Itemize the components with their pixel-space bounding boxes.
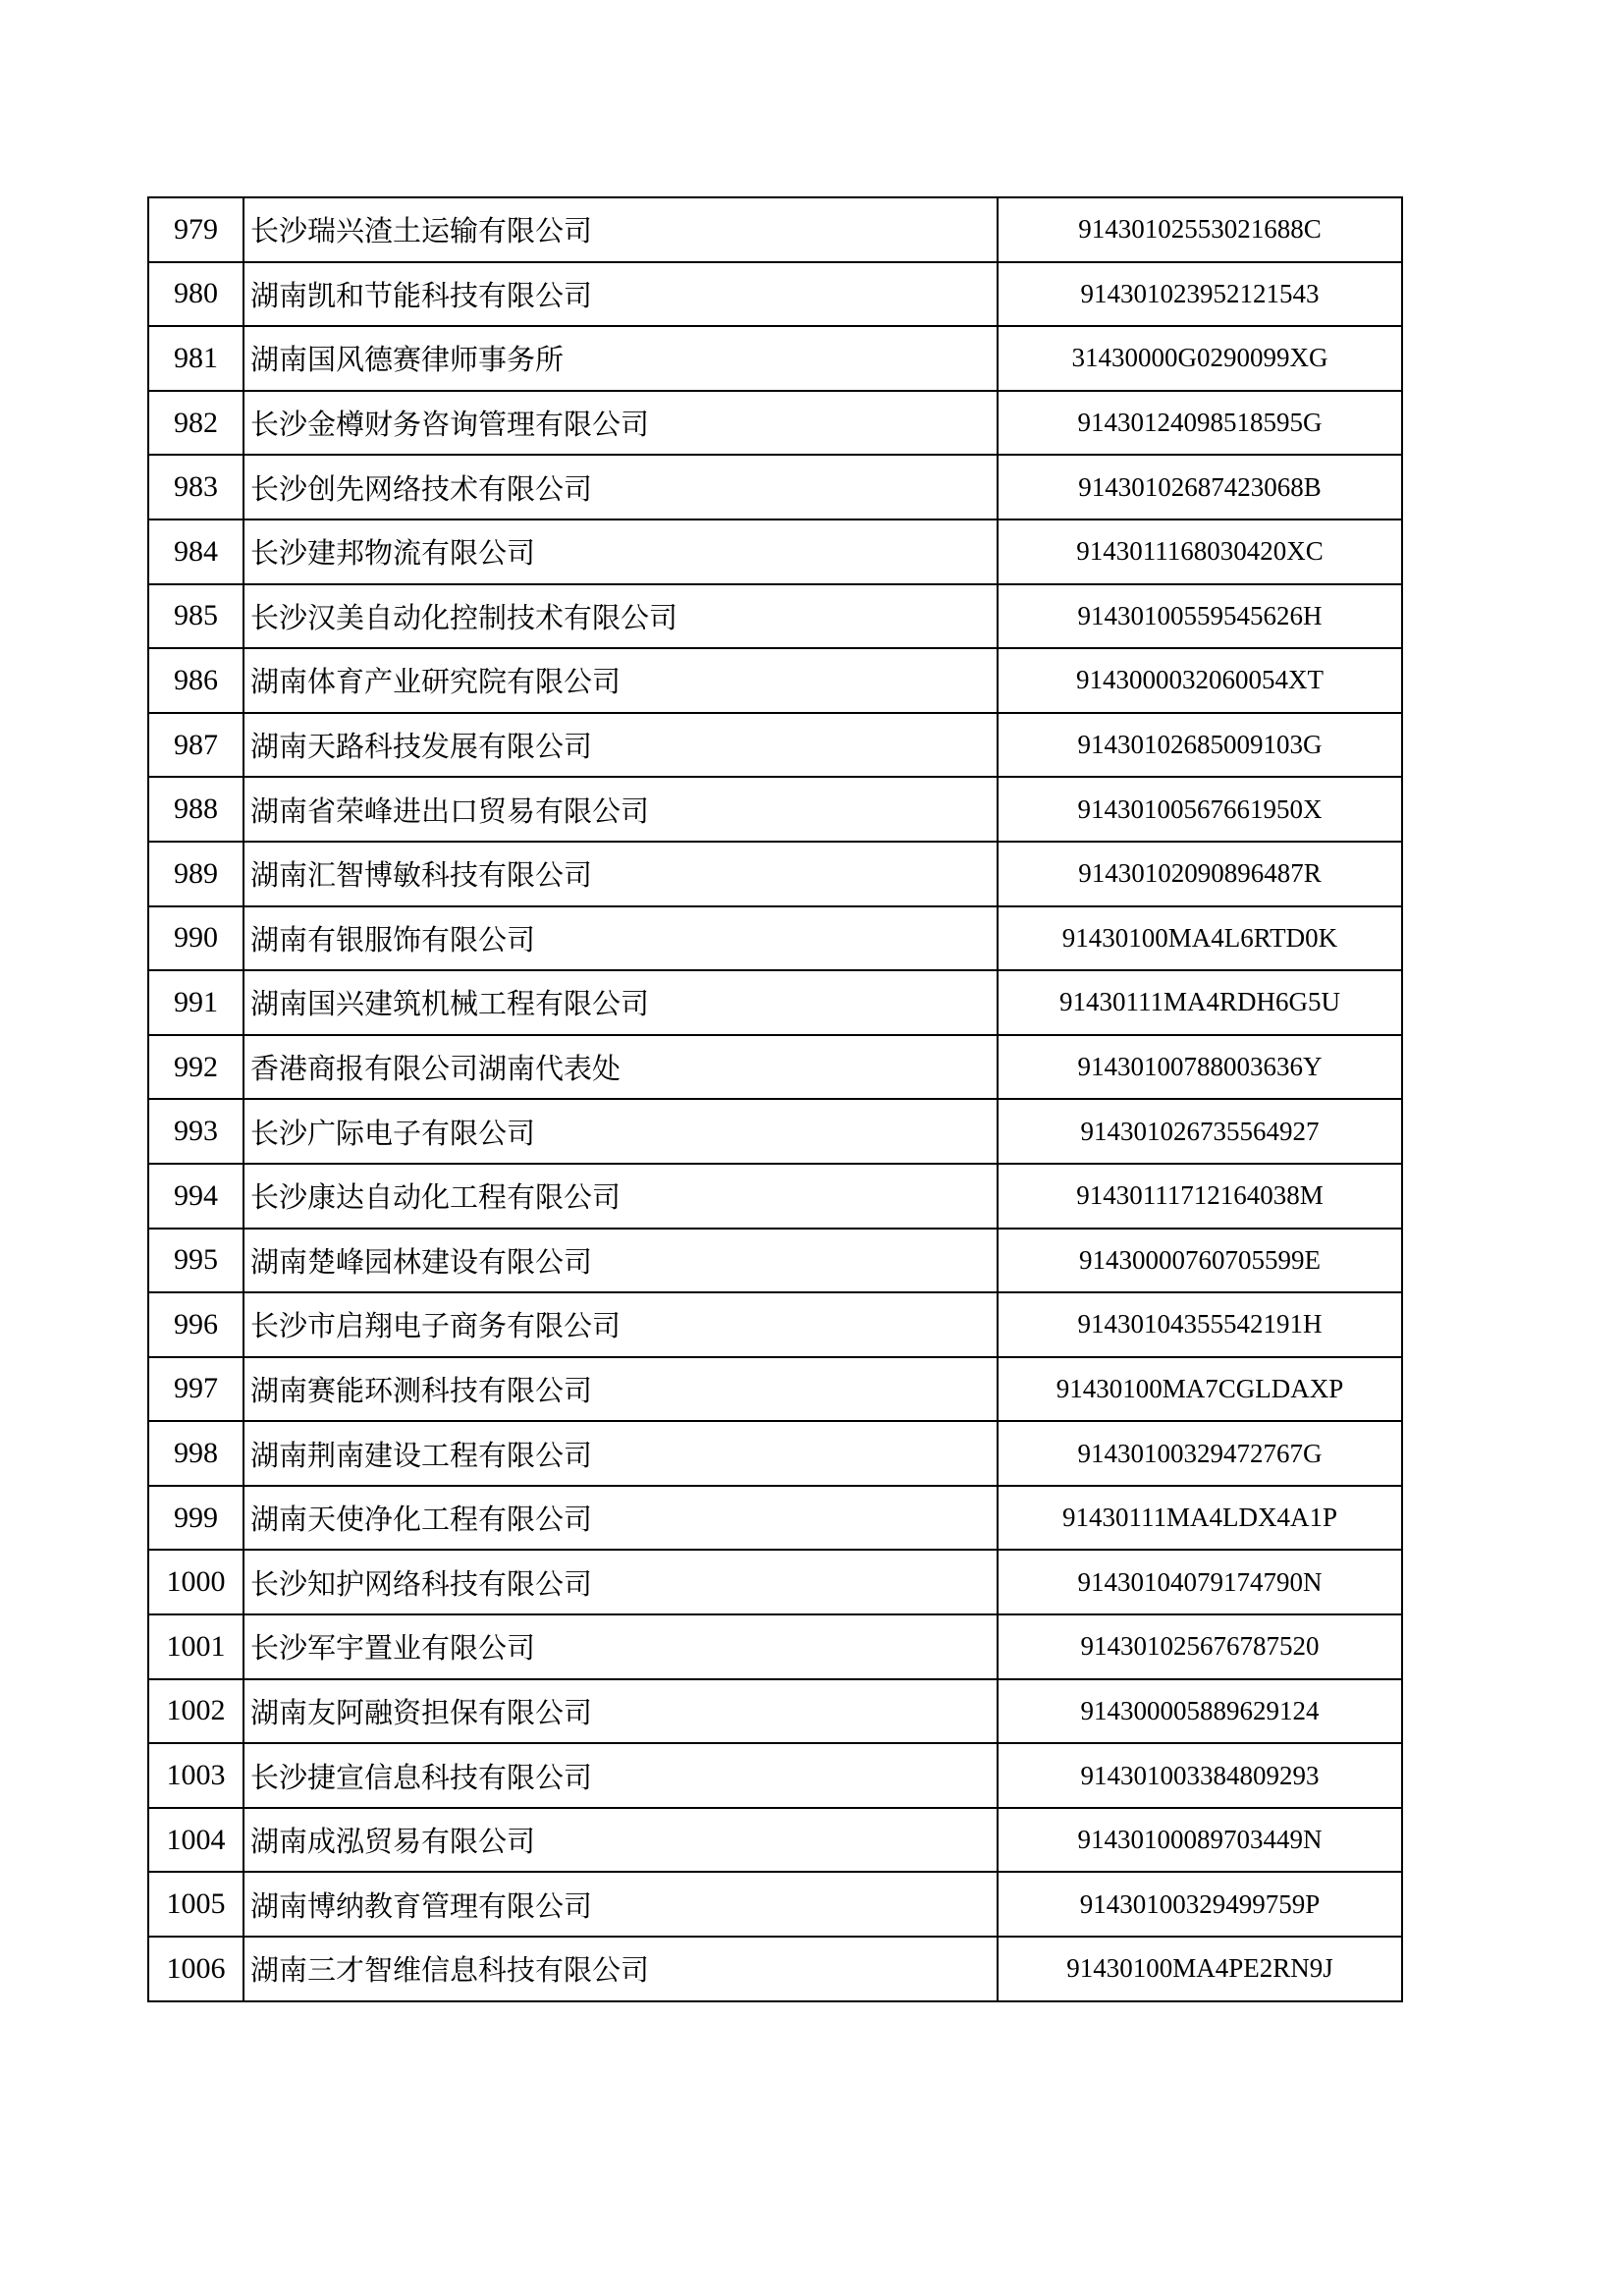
credit-code-cell: 9143000032060054XT <box>998 648 1402 713</box>
row-number-cell: 991 <box>148 970 243 1035</box>
credit-code-cell: 914301026735564927 <box>998 1099 1402 1164</box>
row-number-cell: 999 <box>148 1486 243 1551</box>
company-name-cell: 湖南天路科技发展有限公司 <box>243 713 998 778</box>
credit-code-cell: 91430102687423068B <box>998 455 1402 519</box>
row-number-cell: 997 <box>148 1357 243 1422</box>
table-row <box>148 1421 1402 1486</box>
credit-code-cell: 91430100329472767G <box>998 1421 1402 1486</box>
row-number-cell: 996 <box>148 1292 243 1357</box>
row-number-cell: 984 <box>148 519 243 584</box>
credit-code-cell: 31430000G0290099XG <box>998 326 1402 391</box>
table-row <box>148 777 1402 842</box>
credit-code-cell: 914300005889629124 <box>998 1679 1402 1744</box>
credit-code-cell: 91430104355542191H <box>998 1292 1402 1357</box>
table-row <box>148 1808 1402 1873</box>
table-row <box>148 648 1402 713</box>
row-number-cell: 979 <box>148 197 243 262</box>
credit-code-cell: 91430124098518595G <box>998 391 1402 456</box>
company-name-cell: 湖南博纳教育管理有限公司 <box>243 1872 998 1937</box>
company-name-cell: 长沙创先网络技术有限公司 <box>243 455 998 519</box>
credit-code-cell: 9143011168030420XC <box>998 519 1402 584</box>
company-name-cell: 长沙广际电子有限公司 <box>243 1099 998 1164</box>
credit-code-cell: 91430100MA4L6RTD0K <box>998 906 1402 971</box>
table-row <box>148 1229 1402 1293</box>
company-name-cell: 湖南有银服饰有限公司 <box>243 906 998 971</box>
table-row <box>148 326 1402 391</box>
company-name-cell: 长沙军宇置业有限公司 <box>243 1614 998 1679</box>
credit-code-cell: 91430100089703449N <box>998 1808 1402 1873</box>
company-name-cell: 湖南国兴建筑机械工程有限公司 <box>243 970 998 1035</box>
table-row <box>148 197 1402 262</box>
company-name-cell: 湖南楚峰园林建设有限公司 <box>243 1229 998 1293</box>
company-name-cell: 长沙瑞兴渣土运输有限公司 <box>243 197 998 262</box>
credit-code-cell: 91430102685009103G <box>998 713 1402 778</box>
credit-code-cell: 91430104079174790N <box>998 1550 1402 1614</box>
credit-code-cell: 91430102090896487R <box>998 842 1402 906</box>
credit-code-cell: 914301003384809293 <box>998 1743 1402 1808</box>
table-row <box>148 1679 1402 1744</box>
credit-code-cell: 91430000760705599E <box>998 1229 1402 1293</box>
table-row <box>148 262 1402 327</box>
company-name-cell: 湖南成泓贸易有限公司 <box>243 1808 998 1873</box>
row-number-cell: 985 <box>148 584 243 649</box>
company-name-cell: 湖南体育产业研究院有限公司 <box>243 648 998 713</box>
row-number-cell: 986 <box>148 648 243 713</box>
table-row <box>148 455 1402 519</box>
company-name-cell: 长沙金樽财务咨询管理有限公司 <box>243 391 998 456</box>
table-row <box>148 1550 1402 1614</box>
row-number-cell: 994 <box>148 1164 243 1229</box>
credit-code-cell: 91430100559545626H <box>998 584 1402 649</box>
credit-code-cell: 91430111MA4LDX4A1P <box>998 1486 1402 1551</box>
company-name-cell: 长沙市启翔电子商务有限公司 <box>243 1292 998 1357</box>
table-row <box>148 1743 1402 1808</box>
company-name-cell: 香港商报有限公司湖南代表处 <box>243 1035 998 1100</box>
table-row <box>148 1357 1402 1422</box>
row-number-cell: 1005 <box>148 1872 243 1937</box>
row-number-cell: 990 <box>148 906 243 971</box>
row-number-cell: 998 <box>148 1421 243 1486</box>
table-row <box>148 1035 1402 1100</box>
row-number-cell: 980 <box>148 262 243 327</box>
row-number-cell: 988 <box>148 777 243 842</box>
company-name-cell: 湖南汇智博敏科技有限公司 <box>243 842 998 906</box>
table-row <box>148 970 1402 1035</box>
table-row <box>148 1292 1402 1357</box>
table-row <box>148 391 1402 456</box>
company-credit-code-table <box>147 196 1403 2002</box>
row-number-cell: 987 <box>148 713 243 778</box>
table-row <box>148 1164 1402 1229</box>
row-number-cell: 1004 <box>148 1808 243 1873</box>
credit-code-cell: 914301023952121543 <box>998 262 1402 327</box>
credit-code-cell: 91430100MA4PE2RN9J <box>998 1937 1402 2001</box>
row-number-cell: 993 <box>148 1099 243 1164</box>
credit-code-cell: 91430102553021688C <box>998 197 1402 262</box>
credit-code-cell: 91430111712164038M <box>998 1164 1402 1229</box>
row-number-cell: 1001 <box>148 1614 243 1679</box>
table-row <box>148 519 1402 584</box>
row-number-cell: 1003 <box>148 1743 243 1808</box>
row-number-cell: 982 <box>148 391 243 456</box>
row-number-cell: 1006 <box>148 1937 243 2001</box>
table-row <box>148 842 1402 906</box>
company-name-cell: 湖南凯和节能科技有限公司 <box>243 262 998 327</box>
company-name-cell: 长沙知护网络科技有限公司 <box>243 1550 998 1614</box>
company-name-cell: 湖南省荣峰进出口贸易有限公司 <box>243 777 998 842</box>
table-row <box>148 1937 1402 2001</box>
company-name-cell: 长沙捷宣信息科技有限公司 <box>243 1743 998 1808</box>
row-number-cell: 1002 <box>148 1679 243 1744</box>
credit-code-cell: 91430111MA4RDH6G5U <box>998 970 1402 1035</box>
table-row <box>148 906 1402 971</box>
credit-code-cell: 91430100788003636Y <box>998 1035 1402 1100</box>
table-row <box>148 1872 1402 1937</box>
table-body <box>148 197 1402 2001</box>
company-name-cell: 湖南友阿融资担保有限公司 <box>243 1679 998 1744</box>
credit-code-cell: 91430100567661950X <box>998 777 1402 842</box>
row-number-cell: 1000 <box>148 1550 243 1614</box>
row-number-cell: 989 <box>148 842 243 906</box>
company-name-cell: 长沙汉美自动化控制技术有限公司 <box>243 584 998 649</box>
company-name-cell: 湖南荆南建设工程有限公司 <box>243 1421 998 1486</box>
company-name-cell: 长沙建邦物流有限公司 <box>243 519 998 584</box>
table-row <box>148 584 1402 649</box>
company-name-cell: 长沙康达自动化工程有限公司 <box>243 1164 998 1229</box>
credit-code-cell: 91430100329499759P <box>998 1872 1402 1937</box>
table-row <box>148 713 1402 778</box>
row-number-cell: 995 <box>148 1229 243 1293</box>
row-number-cell: 981 <box>148 326 243 391</box>
company-name-cell: 湖南赛能环测科技有限公司 <box>243 1357 998 1422</box>
row-number-cell: 983 <box>148 455 243 519</box>
company-name-cell: 湖南天使净化工程有限公司 <box>243 1486 998 1551</box>
table-row <box>148 1614 1402 1679</box>
table-row <box>148 1486 1402 1551</box>
row-number-cell: 992 <box>148 1035 243 1100</box>
credit-code-cell: 914301025676787520 <box>998 1614 1402 1679</box>
credit-code-cell: 91430100MA7CGLDAXP <box>998 1357 1402 1422</box>
table-row <box>148 1099 1402 1164</box>
company-name-cell: 湖南三才智维信息科技有限公司 <box>243 1937 998 2001</box>
company-name-cell: 湖南国风德赛律师事务所 <box>243 326 998 391</box>
